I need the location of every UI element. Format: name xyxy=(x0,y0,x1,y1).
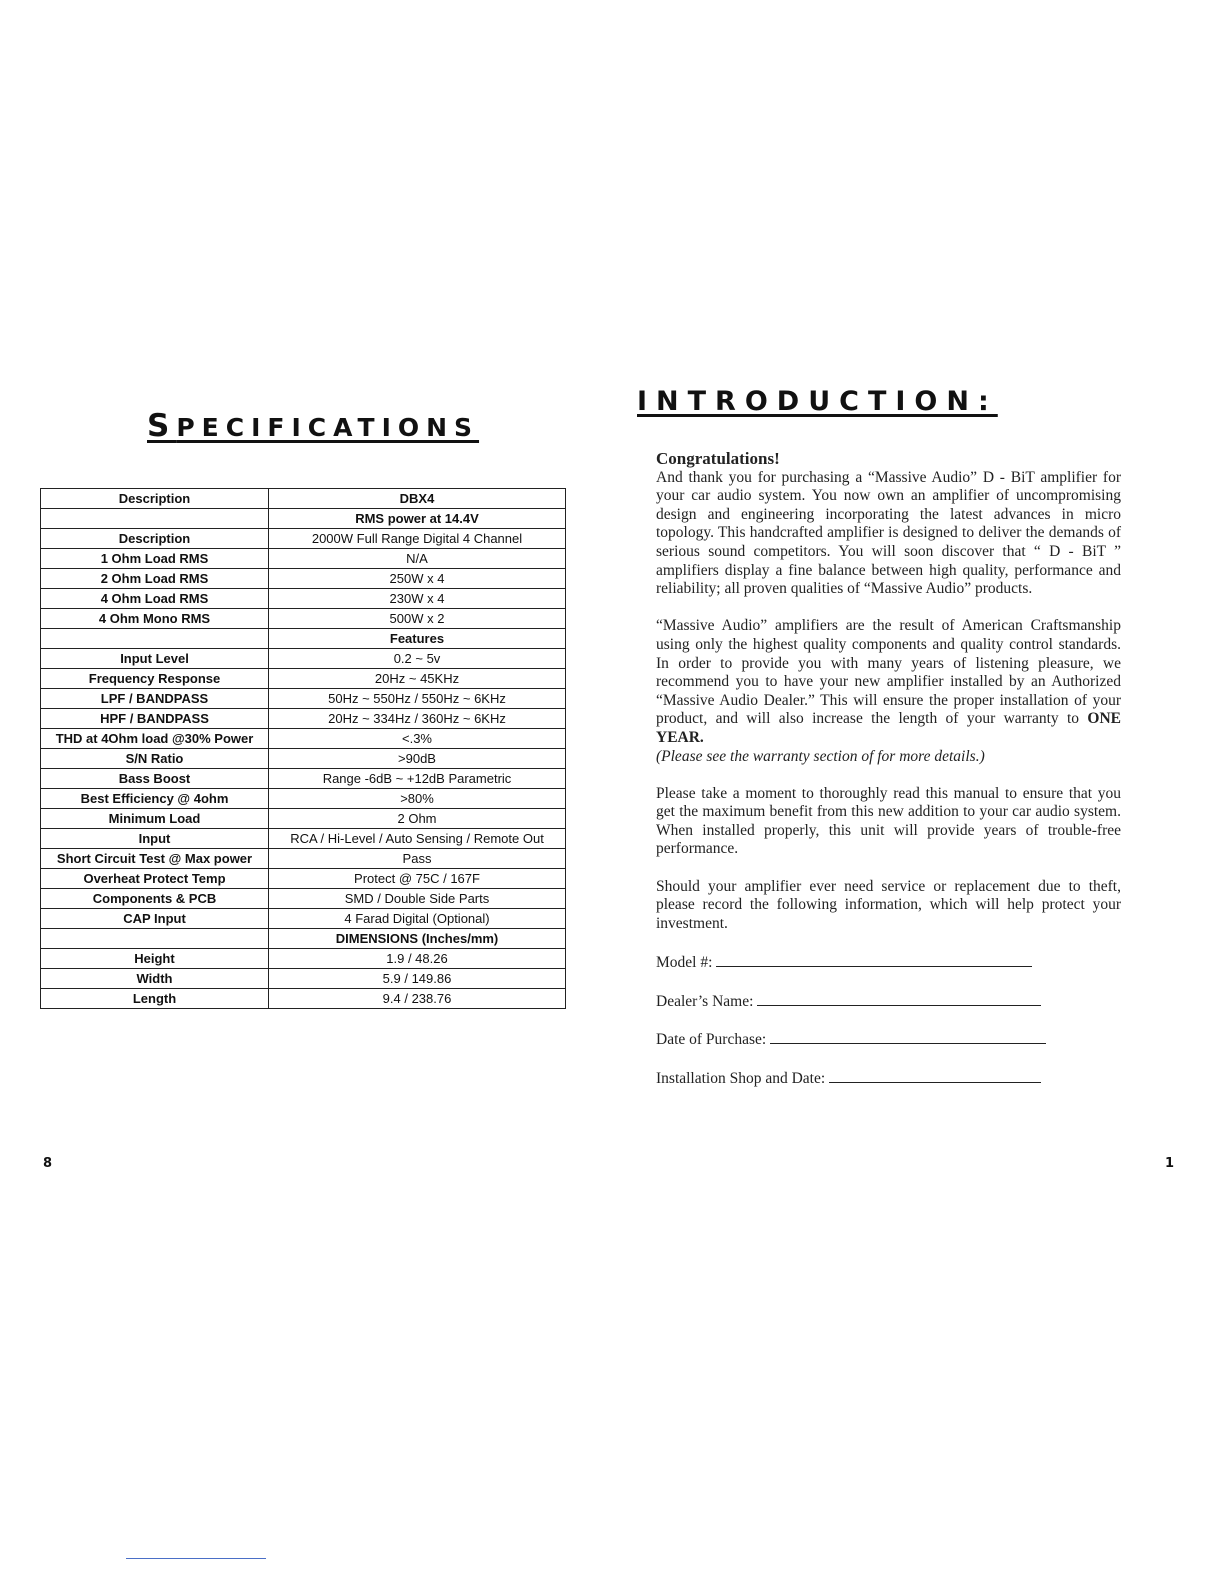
spec-value: 1.9 / 48.26 xyxy=(269,949,566,969)
spec-label: THD at 4Ohm load @30% Power xyxy=(41,729,269,749)
spec-label: Input xyxy=(41,829,269,849)
intro-paragraph-1: And thank you for purchasing a “Massive Audio” D - BiT amplifier for your car audio system. You now own an amplifier of uncompromising design and engineering incorporating the latest advances in micro topology. This handcrafted amplifier is designed to deliver the demands of serious sound competitors. You will soon discover that “ D - BiT ” amplifiers display a fine balance between high quality, performance and reliability; all proven qualities of “Massive Audio” products. xyxy=(656,468,1121,598)
spec-value: SMD / Double Side Parts xyxy=(269,889,566,909)
spec-value: 2 Ohm xyxy=(269,809,566,829)
dealer-field: Dealer’s Name: xyxy=(656,991,1121,1012)
spec-label: Height xyxy=(41,949,269,969)
spec-value: <.3% xyxy=(269,729,566,749)
spec-value: 250W x 4 xyxy=(269,569,566,589)
spec-label: Components & PCB xyxy=(41,889,269,909)
spec-row xyxy=(41,909,566,929)
spec-row xyxy=(41,749,566,769)
specifications-title: SPECIFICATIONS xyxy=(147,408,480,444)
installation-blank[interactable] xyxy=(829,1068,1041,1083)
spec-label: 4 Ohm Mono RMS xyxy=(41,609,269,629)
spec-value: 4 Farad Digital (Optional) xyxy=(269,909,566,929)
spec-value: 230W x 4 xyxy=(269,589,566,609)
spec-row xyxy=(41,709,566,729)
spec-row xyxy=(41,589,566,609)
intro-paragraph-2: “Massive Audio” amplifiers are the result of American Craftsmanship using only the highest quality components and quality control standards. In order to provide you with many years of listening pleasure, we recommend you to have your new amplifier installed by an Authorized “Massive Audio Dealer.” This will ensure the proper installation of your product, and will also increase the length of your warranty to ONE YEAR. (Please see the warranty section of for more details.) xyxy=(656,617,1122,765)
spec-value: RCA / Hi-Level / Auto Sensing / Remote Out xyxy=(269,829,566,849)
divider xyxy=(126,1558,266,1559)
page-number-left: 8 xyxy=(43,1156,53,1171)
page-number-right: 1 xyxy=(1165,1156,1175,1171)
spec-row xyxy=(41,509,566,529)
warranty-note: (Please see the warranty section of for more details.) xyxy=(656,747,985,765)
spec-value: 500W x 2 xyxy=(269,609,566,629)
intro-paragraph-4: Should your amplifier ever need service or replacement due to theft, please record the following information, which will help protect your investment. xyxy=(656,877,1121,932)
spec-value: DIMENSIONS (Inches/mm) xyxy=(269,929,566,949)
spec-value: RMS power at 14.4V xyxy=(269,509,566,529)
spec-row xyxy=(41,989,566,1009)
spec-value: >90dB xyxy=(269,749,566,769)
spec-label: Description xyxy=(41,529,269,549)
spec-label: Short Circuit Test @ Max power xyxy=(41,849,269,869)
spec-row xyxy=(41,789,566,809)
spec-label: Description xyxy=(41,489,269,509)
spec-value: 5.9 / 149.86 xyxy=(269,969,566,989)
spec-row xyxy=(41,649,566,669)
spec-row xyxy=(41,629,566,649)
spec-label: S/N Ratio xyxy=(41,749,269,769)
spec-value: 2000W Full Range Digital 4 Channel xyxy=(269,529,566,549)
spec-label xyxy=(41,509,269,529)
spec-label xyxy=(41,929,269,949)
warranty-duration: ONE YEAR. xyxy=(656,710,1122,746)
spec-row xyxy=(41,869,566,889)
spec-label: 1 Ohm Load RMS xyxy=(41,549,269,569)
spec-row xyxy=(41,729,566,749)
spec-row xyxy=(41,969,566,989)
spec-label: Frequency Response xyxy=(41,669,269,689)
spec-value: 20Hz ~ 45KHz xyxy=(269,669,566,689)
spec-value: 9.4 / 238.76 xyxy=(269,989,566,1009)
spec-label: CAP Input xyxy=(41,909,269,929)
spec-row xyxy=(41,809,566,829)
model-blank[interactable] xyxy=(716,952,1032,967)
spec-row xyxy=(41,569,566,589)
spec-label: Width xyxy=(41,969,269,989)
spec-label: Bass Boost xyxy=(41,769,269,789)
spec-value: DBX4 xyxy=(269,489,566,509)
dealer-blank[interactable] xyxy=(757,991,1041,1006)
spec-value: N/A xyxy=(269,549,566,569)
spec-value: Protect @ 75C / 167F xyxy=(269,869,566,889)
spec-row xyxy=(41,529,566,549)
spec-row xyxy=(41,689,566,709)
spec-label: 4 Ohm Load RMS xyxy=(41,589,269,609)
spec-row xyxy=(41,949,566,969)
installation-field: Installation Shop and Date: xyxy=(656,1068,1121,1089)
spec-label: Length xyxy=(41,989,269,1009)
intro-paragraph-3: Please take a moment to thoroughly read this manual to ensure that you get the maximum benefit from this new addition to your car audio system. When installed properly, this unit will provide years of trouble-free performance. xyxy=(656,784,1121,858)
spec-row xyxy=(41,549,566,569)
introduction-title: INTRODUCTION: xyxy=(637,386,998,417)
spec-value: >80% xyxy=(269,789,566,809)
spec-label: Minimum Load xyxy=(41,809,269,829)
spec-value: 50Hz ~ 550Hz / 550Hz ~ 6KHz xyxy=(269,689,566,709)
spec-row xyxy=(41,669,566,689)
spec-row xyxy=(41,929,566,949)
spec-value: Features xyxy=(269,629,566,649)
spec-label: 2 Ohm Load RMS xyxy=(41,569,269,589)
spec-value: Range -6dB ~ +12dB Parametric xyxy=(269,769,566,789)
spec-label: Overheat Protect Temp xyxy=(41,869,269,889)
spec-row xyxy=(41,769,566,789)
spec-label: LPF / BANDPASS xyxy=(41,689,269,709)
purchase-date-blank[interactable] xyxy=(770,1029,1046,1044)
spec-label: Best Efficiency @ 4ohm xyxy=(41,789,269,809)
spec-value: Pass xyxy=(269,849,566,869)
congratulations-heading: Congratulations! xyxy=(656,449,780,468)
spec-value: 0.2 ~ 5v xyxy=(269,649,566,669)
spec-row xyxy=(41,849,566,869)
spec-row xyxy=(41,829,566,849)
spec-label xyxy=(41,629,269,649)
specifications-table xyxy=(40,488,566,1009)
spec-value: 20Hz ~ 334Hz / 360Hz ~ 6KHz xyxy=(269,709,566,729)
spec-row xyxy=(41,489,566,509)
spec-label: Input Level xyxy=(41,649,269,669)
spec-label: HPF / BANDPASS xyxy=(41,709,269,729)
introduction-body xyxy=(656,450,1121,1106)
model-field: Model #: xyxy=(656,952,1121,973)
spec-row xyxy=(41,889,566,909)
purchase-date-field: Date of Purchase: xyxy=(656,1029,1121,1050)
spec-row xyxy=(41,609,566,629)
